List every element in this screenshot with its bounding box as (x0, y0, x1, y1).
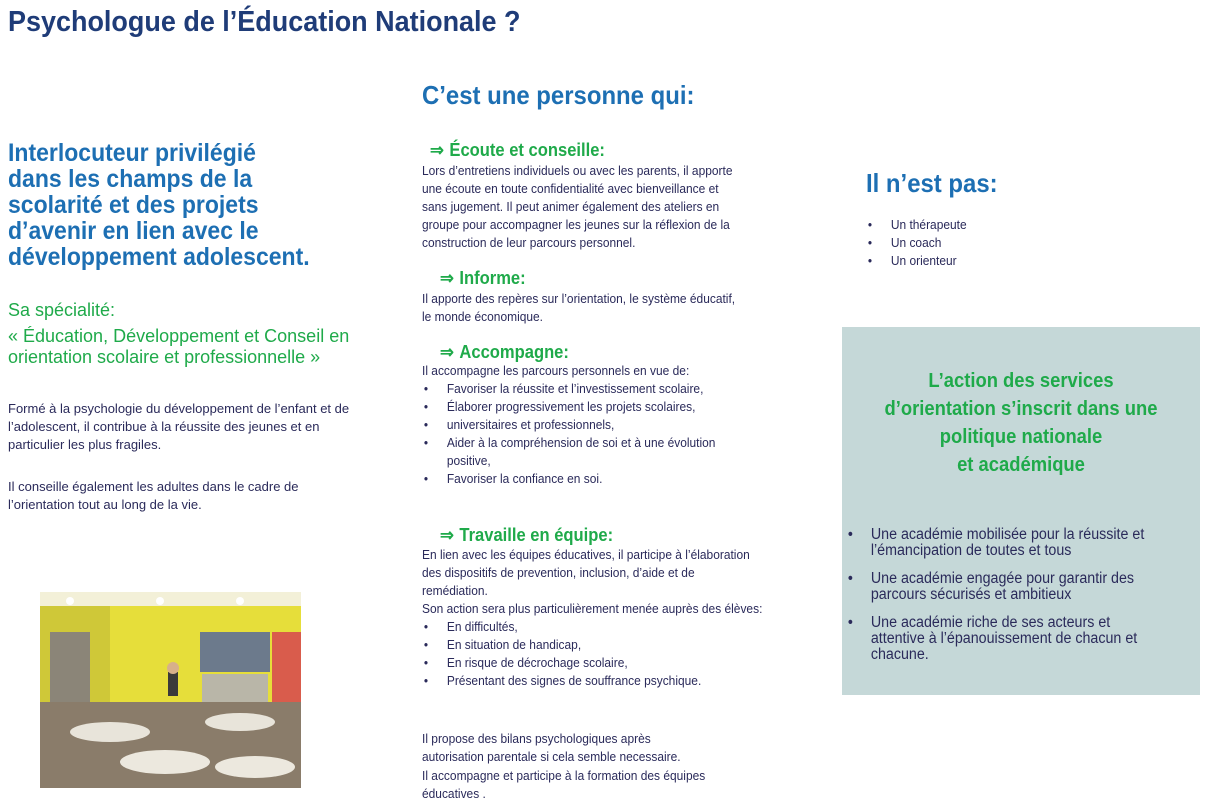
team-footer-2: Il accompagne et participe à la formation des équipes éducatives . (422, 768, 706, 801)
list-item: • Un coach (866, 234, 1050, 252)
section-support-title: ⇒ Accompagne: (440, 342, 569, 362)
specialty-label: Sa spécialité: (8, 300, 116, 320)
policy-list (846, 527, 1168, 675)
list-item: • Favoriser la confiance en soi. (422, 470, 744, 488)
page-title: Psychologue de l’Éducation Nationale ? (8, 6, 521, 38)
arrow-right-icon: ⇒ (430, 140, 444, 160)
list-item: • Une académie engagée pour garantir des parcours sécurisés et ambitieux (846, 571, 1168, 603)
list-item: • En difficultés, (422, 618, 762, 636)
list-item: • Une académie mobilisée pour la réussite et l’émancipation de toutes et tous (846, 527, 1168, 559)
section-team-intro-2: Son action sera plus particulièrement menée auprès des élèves: (422, 601, 763, 616)
not-heading: Il n’est pas: (866, 168, 998, 198)
policy-box (842, 327, 1200, 695)
team-footer-1: Il propose des bilans psychologiques après autorisation parentale si cela semble necessaire. (422, 731, 681, 764)
section-listen-title: ⇒ Écoute et conseille: (430, 140, 605, 160)
list-item: • En situation de handicap, (422, 636, 762, 654)
arrow-right-icon: ⇒ (440, 342, 454, 362)
support-list (422, 380, 744, 488)
team-list (422, 618, 762, 690)
lead-statement: Interlocuteur privilégié dans les champs de la scolarité et des projets d’avenir en lien avec le développement adolescent. (8, 139, 310, 271)
classroom-photo (40, 592, 301, 788)
list-item: • Favoriser la réussite et l’investissement scolaire, (422, 380, 744, 398)
policy-box-title: L’action des services d’orientation s’inscrit dans une politique nationale et académique (884, 370, 1158, 476)
not-list (866, 216, 1050, 270)
section-listen-body: Lors d’entretiens individuels ou avec les parents, il apporte une écoute en toute confidentialité avec bienveillance et sans jugement. Il peut animer également des ateliers en groupe pour accompagner les jeunes sur la réflexion de la construction de leur parcours personnel. (422, 163, 733, 250)
arrow-right-icon: ⇒ (440, 268, 454, 288)
adult-counsel-paragraph: Il conseille également les adultes dans le cadre de l’orientation tout au long de la vie. (8, 479, 299, 512)
list-item: • Présentant des signes de souffrance psychique. (422, 672, 762, 690)
specialty-text: « Éducation, Développement et Conseil en orientation scolaire et professionnelle » (8, 326, 350, 367)
list-item: • Une académie riche de ses acteurs et attentive à l’épanouissement de chacun et chacune. (846, 615, 1168, 663)
section-support-body (422, 362, 744, 488)
section-team-intro: En lien avec les équipes éducatives, il participe à l’élaboration des dispositifs de prevention, inclusion, d’aide et de remédiation. (422, 547, 750, 598)
section-team-body (422, 546, 762, 690)
arrow-right-icon: ⇒ (440, 525, 454, 545)
section-inform-title: ⇒ Informe: (440, 268, 526, 288)
middle-heading: C’est une personne qui: (422, 80, 695, 110)
list-item: • Élaborer progressivement les projets scolaires, (422, 398, 744, 416)
section-team-title: ⇒ Travaille en équipe: (440, 525, 614, 545)
list-item: • Un orienteur (866, 252, 1050, 270)
section-inform-body: Il apporte des repères sur l’orientation, le système éducatif, le monde économique. (422, 291, 736, 324)
list-item: • universitaires et professionnels, (422, 416, 744, 434)
section-support-intro: Il accompagne les parcours personnels en vue de: (422, 363, 690, 378)
training-paragraph: Formé à la psychologie du développement de l’enfant et de l’adolescent, il contribue à la réussite des jeunes et en particulier les plus fragiles. (8, 401, 350, 452)
list-item: • En risque de décrochage scolaire, (422, 654, 762, 672)
classroom-illustration (40, 592, 301, 788)
list-item: • Un thérapeute (866, 216, 1050, 234)
list-item: • Aider à la compréhension de soi et à une évolution positive, (422, 434, 723, 470)
